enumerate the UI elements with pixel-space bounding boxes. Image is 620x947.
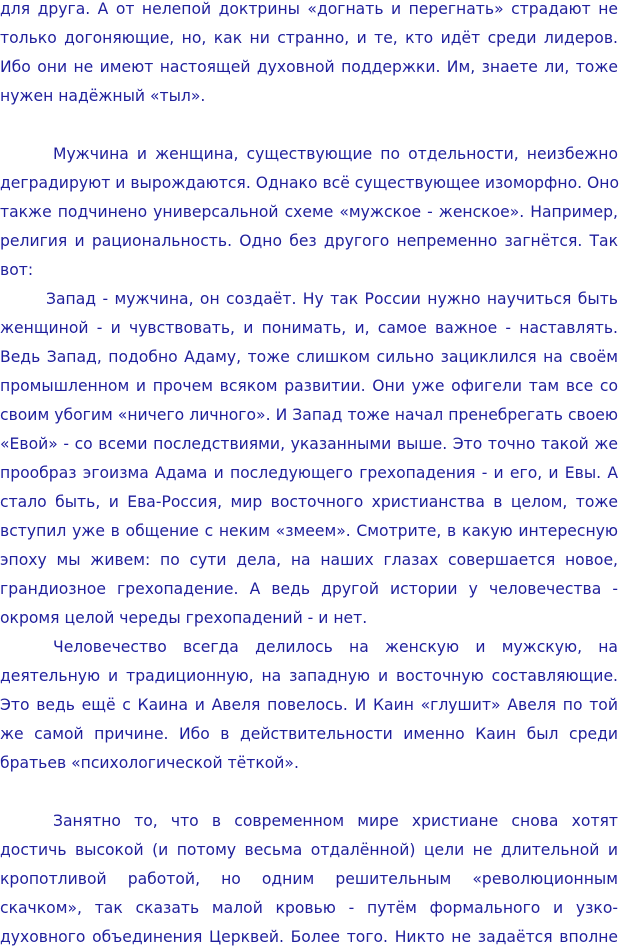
text-line: также подчинено универсальной схеме «мужское - женское». Например,	[0, 203, 618, 221]
text-line: Занятно то, что в современном мире христиане снова хотят	[53, 812, 618, 830]
text-line: своим убогим «ничего личного». И Запад тоже начал пренебрегать своею	[0, 406, 618, 424]
text-line: промышленном и прочем всяком развитии. Они уже офигели там все со	[0, 377, 618, 395]
text-line: Ведь Запад, подобно Адаму, тоже слишком сильно зациклился на своём	[0, 348, 618, 366]
text-line: нужен надёжный «тыл».	[0, 87, 206, 105]
text-line: религия и рациональность. Одно без другого непременно загнётся. Так	[0, 232, 618, 250]
text-line: духовного объединения Церквей. Более того. Никто не задаётся вполне	[0, 928, 618, 946]
text-line: Запад - мужчина, он создаёт. Ну так России нужно научиться быть	[46, 290, 618, 308]
text-line: деятельную и традиционную, на западную и восточную составляющие.	[0, 667, 618, 685]
text-line: женщиной - и чувствовать, и понимать, и, самое важное - наставлять.	[0, 319, 618, 337]
text-line: эпоху мы живем: по сути дела, на наших глазах совершается новое,	[0, 551, 618, 569]
text-line: Человечество всегда делилось на женскую и мужскую, на	[53, 638, 618, 656]
text-line: для друга. А от нелепой доктрины «догнать и перегнать» страдают не	[0, 0, 618, 18]
text-line: вступил уже в общение с неким «змеем». Смотрите, в какую интересную	[0, 522, 618, 540]
text-line: деградируют и вырождаются. Однако всё существующее изоморфно. Оно	[0, 174, 620, 192]
text-line: скачком», так сказать малой кровью - путём формального и узко-	[0, 899, 618, 917]
text-line: стало быть, и Ева-Россия, мир восточного христианства в целом, тоже	[0, 493, 618, 511]
text-line: грандиозное грехопадение. А ведь другой истории у человечества -	[0, 580, 618, 598]
text-line: Ибо они не имеют настоящей духовной поддержки. Им, знаете ли, тоже	[0, 58, 618, 76]
text-line: «Евой» - со всеми последствиями, указанными выше. Это точно такой же	[0, 435, 618, 453]
text-line: окромя целой череды грехопадений - и нет.	[0, 609, 368, 627]
text-line: кропотливой работой, но одним решительным «революционным	[0, 870, 618, 888]
text-line: достичь высокой (и потому весьма отдалённой) цели не длительной и	[0, 841, 618, 859]
text-line: только догоняющие, но, как ни странно, и те, кто идёт среди лидеров.	[0, 29, 618, 47]
text-line: же самой причине. Ибо в действительности именно Каин был среди	[0, 725, 618, 743]
text-line: братьев «психологической тёткой».	[0, 754, 299, 772]
text-line: прообраз эгоизма Адама и последующего грехопадения - и его, и Евы. А	[0, 464, 618, 482]
text-line: Это ведь ещё с Каина и Авеля повелось. И Каин «глушит» Авеля по той	[0, 696, 618, 714]
text-line: Мужчина и женщина, существующие по отдельности, неизбежно	[53, 145, 618, 163]
text-line: вот:	[0, 261, 34, 279]
